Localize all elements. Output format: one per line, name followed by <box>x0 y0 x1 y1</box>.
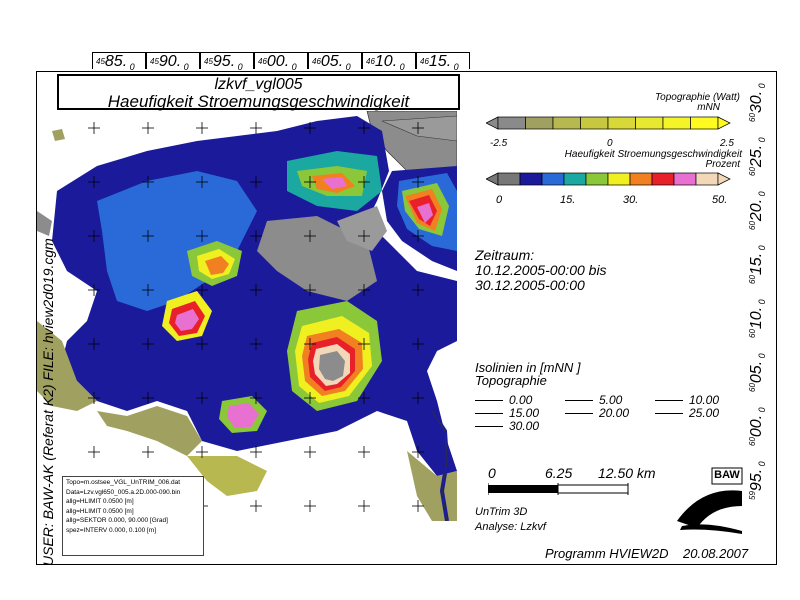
legend-swatch <box>636 117 664 129</box>
legend-swatch <box>586 173 608 185</box>
isoline-sample <box>655 413 683 414</box>
legend-swatch <box>581 117 609 129</box>
legend-swatch <box>498 117 526 129</box>
legend-swatch <box>520 173 542 185</box>
freq-legend-tick: 0 <box>496 194 503 206</box>
topo-legend-unit: mNN <box>697 102 720 113</box>
y-coordinate-label: $^{60}$30. $_0$ <box>748 83 768 122</box>
y-coordinate-label: $^{60}$10. $_0$ <box>748 299 768 338</box>
isolines-label: Isolinien in [mNN ] <box>475 360 581 375</box>
legend-swatch <box>663 117 691 129</box>
x-coordinate-label: $^{46}$00. $_0$ <box>254 52 308 69</box>
scale-label-2: 12.50 km <box>598 465 656 481</box>
legend-swatch <box>674 173 696 185</box>
scale-label-0: 0 <box>488 465 496 481</box>
y-coordinate-label: $^{60}$05. $_0$ <box>748 353 768 392</box>
legend-swatch <box>498 173 520 185</box>
period-block <box>475 248 607 293</box>
isolines-header <box>475 361 580 387</box>
period-from: 10.12.2005-00:00 bis <box>475 262 607 278</box>
legend-swatch <box>652 173 674 185</box>
isoline-sample <box>565 413 593 414</box>
legend-swatch <box>553 117 581 129</box>
freq-legend-tick: 50. <box>712 194 728 206</box>
x-coordinate-label: $^{46}$05. $_0$ <box>308 52 362 69</box>
freq-legend-title: Haeufigkeit Stroemungsgeschwindigkeit <box>564 149 742 160</box>
legend-swatch <box>696 173 718 185</box>
isoline-sample <box>475 426 503 427</box>
footer-program: Programm HVIEW2D <box>545 546 669 561</box>
y-coordinate-label: $^{60}$15. $_0$ <box>748 245 768 284</box>
model-name: UnTrim 3D <box>475 506 528 518</box>
isolines-sublabel: Topographie <box>475 373 547 388</box>
freq-legend-unit: Prozent <box>705 159 740 170</box>
legend-swatch <box>630 173 652 185</box>
isoline-value: 10.00 <box>689 393 720 407</box>
title-box <box>57 74 460 110</box>
y-coordinate-label: $^{60}$20. $_0$ <box>748 191 768 230</box>
isoline-value: 5.00 <box>599 393 623 407</box>
legend-arrow-right <box>718 173 730 185</box>
scale-label-1: 6.25 <box>545 465 573 481</box>
info-line: Data=Lzv.vgl650_005.a.2D.000-090.bin <box>66 488 181 496</box>
footer-date: 20.08.2007 <box>683 546 749 561</box>
info-line: allg=HLIMIT 0.0500 [m] <box>66 498 134 505</box>
x-coordinate-label: $^{46}$15. $_0$ <box>416 52 470 69</box>
legend-swatch <box>542 173 564 185</box>
info-line: spez=INTERV 0.000, 0.100 [m] <box>66 526 157 534</box>
topo-legend-min: -2.5 <box>490 138 508 149</box>
topo-legend-max: 2.5 <box>720 138 734 149</box>
info-line: allg=SEKTOR 0.000, 90.000 [Grad] <box>66 517 168 524</box>
x-coordinate-label: $^{45}$95. $_0$ <box>200 52 254 69</box>
legend-swatch <box>608 117 636 129</box>
period-to: 30.12.2005-00:00 <box>475 277 585 293</box>
legend-swatch <box>564 173 586 185</box>
isoline-sample <box>475 413 503 414</box>
topo-legend-mid: 0 <box>607 138 613 149</box>
isoline-value: 20.00 <box>599 406 630 420</box>
user-file-label: USER: BAW-AK (Referat K2) FILE: hview2d019.cgm <box>40 238 56 566</box>
map-subtitle: Haeufigkeit Stroemungsgeschwindigkeit <box>107 92 410 111</box>
data-info-box <box>62 476 204 556</box>
period-label: Zeitraum: <box>475 247 535 263</box>
analysis-name: Analyse: Lzkvf <box>475 521 546 533</box>
isoline-value: 30.00 <box>509 419 540 433</box>
legend-swatch <box>691 117 719 129</box>
info-line: allg=HLIMIT 0.0500 [m] <box>66 507 134 515</box>
freq-legend-tick: 15. <box>560 194 576 206</box>
legend-arrow-left <box>486 117 498 129</box>
isoline-sample <box>475 400 503 401</box>
legend-swatch <box>526 117 554 129</box>
freq-legend-tick: 30. <box>623 194 639 206</box>
x-coordinate-label: $^{45}$85. $_0$ <box>92 52 146 69</box>
isoline-value: 0.00 <box>509 393 533 407</box>
current-frequency-map[interactable] <box>37 111 457 521</box>
model-info <box>475 505 546 535</box>
legend-swatch <box>608 173 630 185</box>
x-coordinate-label: $^{46}$10. $_0$ <box>362 52 416 69</box>
baw-logo-text: BAW <box>714 469 740 481</box>
y-coordinate-label: $^{60}$00. $_0$ <box>748 407 768 446</box>
isoline-value: 15.00 <box>509 406 540 420</box>
isoline-sample <box>565 400 593 401</box>
y-coordinate-label: $^{59}$95. $_0$ <box>748 461 768 500</box>
topo-legend-bar <box>486 113 736 133</box>
topo-legend-title: Topographie (Watt) <box>654 92 740 103</box>
legend-arrow-left <box>486 173 498 185</box>
y-coordinate-label: $^{60}$25. $_0$ <box>748 137 768 176</box>
freq-legend-bar <box>486 169 736 189</box>
isoline-value: 25.00 <box>689 406 720 420</box>
scale-bar <box>488 483 633 495</box>
x-coordinate-label: $^{45}$90. $_0$ <box>146 52 200 69</box>
map-title: lzkvf_vgl005 <box>214 76 303 93</box>
info-line: Topo=m.ostsee_VGL_UnTRIM_006.dat <box>66 479 180 486</box>
isoline-sample <box>655 400 683 401</box>
legend-arrow-right <box>718 117 730 129</box>
